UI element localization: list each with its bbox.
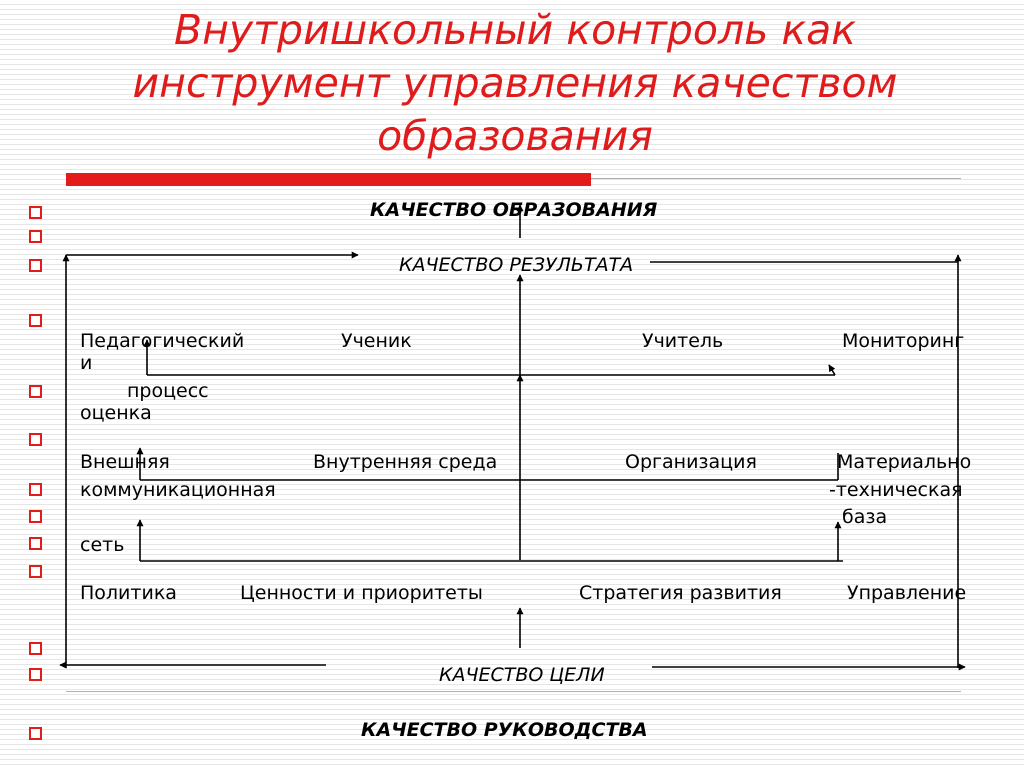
label-management: Управление xyxy=(847,582,967,604)
arrow-bracket1-right xyxy=(829,365,835,375)
title-line-2: инструмент управления качеством xyxy=(132,59,898,107)
label-internal-env: Внутренняя среда xyxy=(313,451,498,473)
label-strategy: Стратегия развития xyxy=(579,582,782,604)
label-assessment: оценка xyxy=(80,402,152,424)
label-quality-leadership: КАЧЕСТВО РУКОВОДСТВА xyxy=(361,719,648,741)
label-material: Материально xyxy=(837,451,972,473)
label-teacher: Учитель xyxy=(642,330,724,352)
label-base: база xyxy=(842,506,888,528)
label-student: Ученик xyxy=(341,330,412,352)
label-technical: -техническая xyxy=(829,479,963,501)
label-network: сеть xyxy=(80,534,125,556)
label-organization: Организация xyxy=(625,451,757,473)
label-values: Ценности и приоритеты xyxy=(240,582,483,604)
label-external: Внешняя xyxy=(80,451,170,473)
label-quality-result: КАЧЕСТВО РЕЗУЛЬТАТА xyxy=(399,254,634,276)
label-quality-goal: КАЧЕСТВО ЦЕЛИ xyxy=(439,664,605,686)
label-and: и xyxy=(80,352,93,374)
label-monitoring: Мониторинг xyxy=(842,330,965,352)
label-quality-education: КАЧЕСТВО ОБРАЗОВАНИЯ xyxy=(370,199,658,221)
title-line-3: образования xyxy=(377,112,653,160)
label-communicational: коммуникационная xyxy=(80,479,276,501)
label-process: процесс xyxy=(127,380,209,402)
label-politics: Политика xyxy=(80,582,177,604)
label-pedagogical: Педагогический xyxy=(80,330,245,352)
title-line-1: Внутришкольный контроль как xyxy=(173,6,857,54)
